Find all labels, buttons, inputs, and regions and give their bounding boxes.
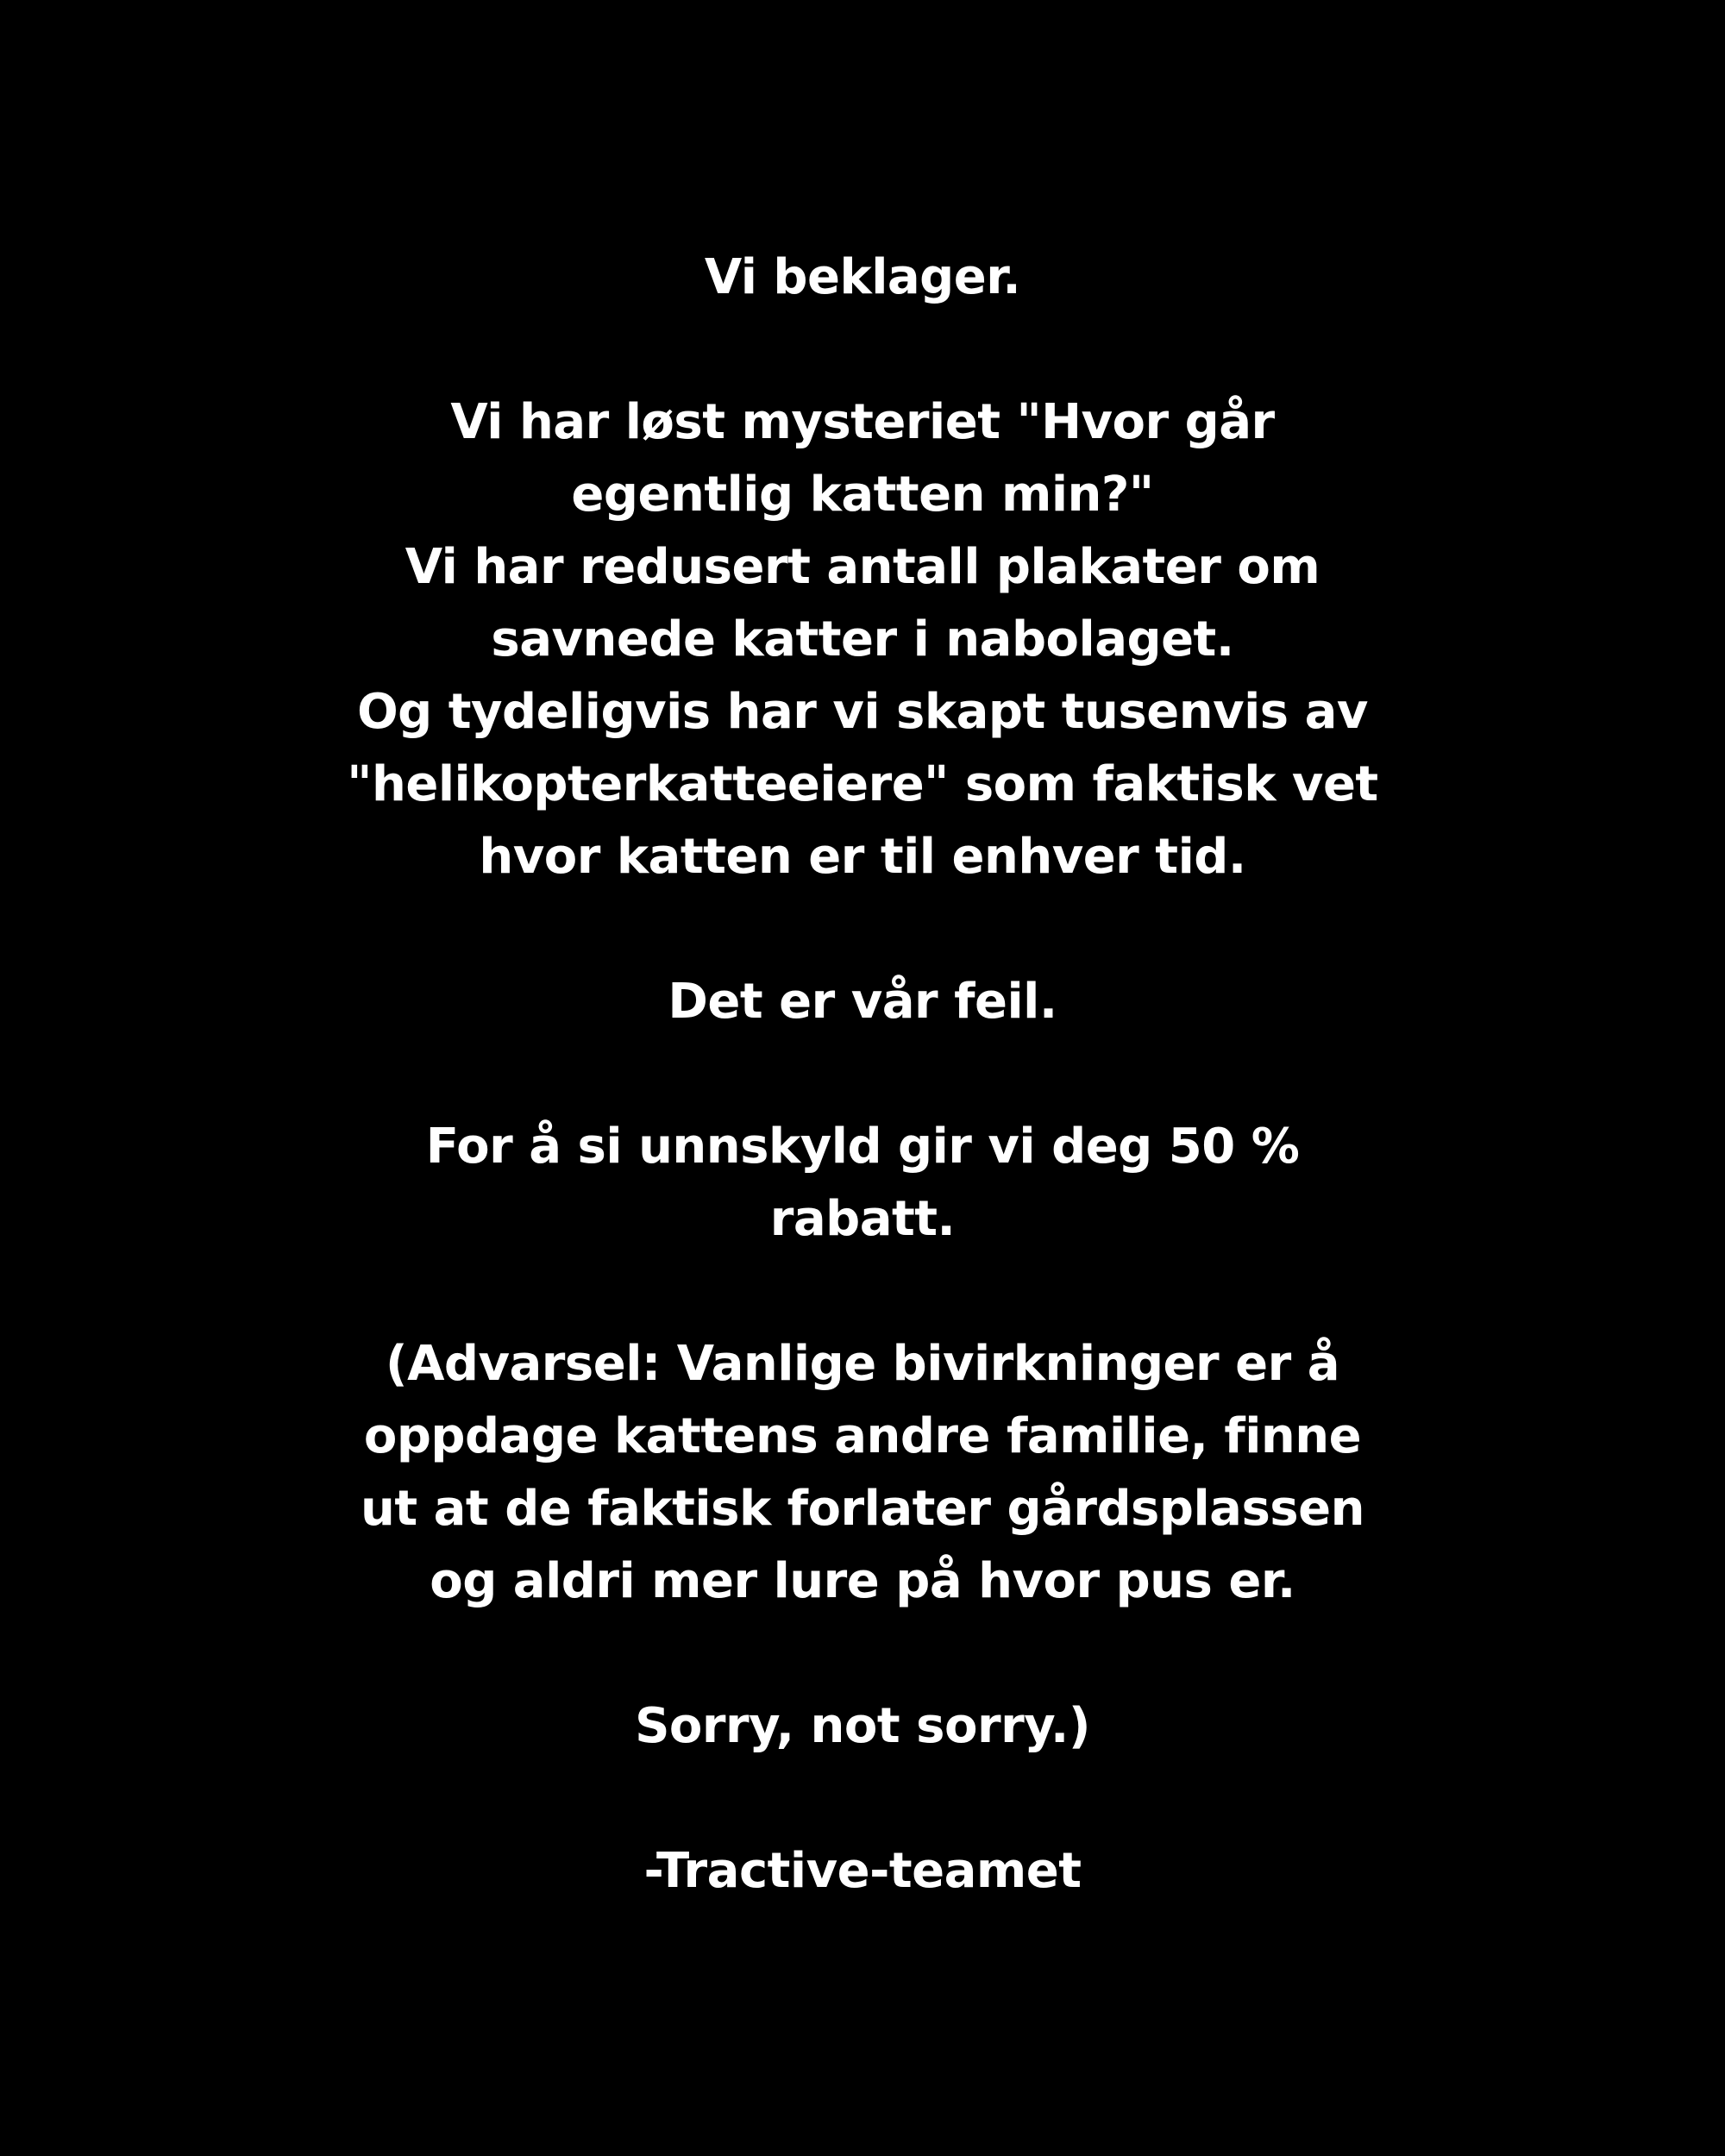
admission (345, 966, 1380, 1038)
paragraph-line: Vi har løst mysteriet "Hvor går (450, 394, 1275, 450)
paragraph-line: savnede katter i nabolaget. (491, 611, 1234, 667)
admission-text: Det er vår feil. (668, 974, 1057, 1030)
heading (345, 241, 1380, 314)
offer-line: rabatt. (769, 1191, 956, 1247)
signature (345, 1835, 1380, 1908)
paragraph-line: hvor katten er til enhver tid. (479, 829, 1246, 885)
heading-text: Vi beklager. (704, 249, 1021, 305)
paragraph-line: egentlig katten min?" (571, 467, 1154, 523)
paragraph-line: Vi har redusert antall plakater om (405, 539, 1320, 595)
warning (345, 1328, 1380, 1618)
offer-line: For å si unnskyld gir vi deg 50 % (425, 1119, 1300, 1175)
discount-offer (345, 1111, 1380, 1256)
warning-line: ut at de faktisk forlater gårdsplassen (361, 1481, 1364, 1537)
paragraph-line: "helikopterkatteeiere" som faktisk vet (347, 756, 1378, 812)
warning-line: og aldri mer lure på hvor pus er. (430, 1553, 1295, 1609)
closing (345, 1690, 1380, 1763)
apology-message (345, 241, 1380, 1908)
warning-line: (Advarsel: Vanlige bivirkninger er å (385, 1336, 1340, 1392)
signature-text: -Tractive-teamet (643, 1843, 1082, 1899)
paragraph-mystery (345, 386, 1380, 893)
paragraph-line: Og tydeligvis har vi skapt tusenvis av (357, 684, 1368, 740)
warning-line: oppdage kattens andre familie, finne (363, 1408, 1362, 1464)
closing-text: Sorry, not sorry.) (635, 1698, 1090, 1754)
